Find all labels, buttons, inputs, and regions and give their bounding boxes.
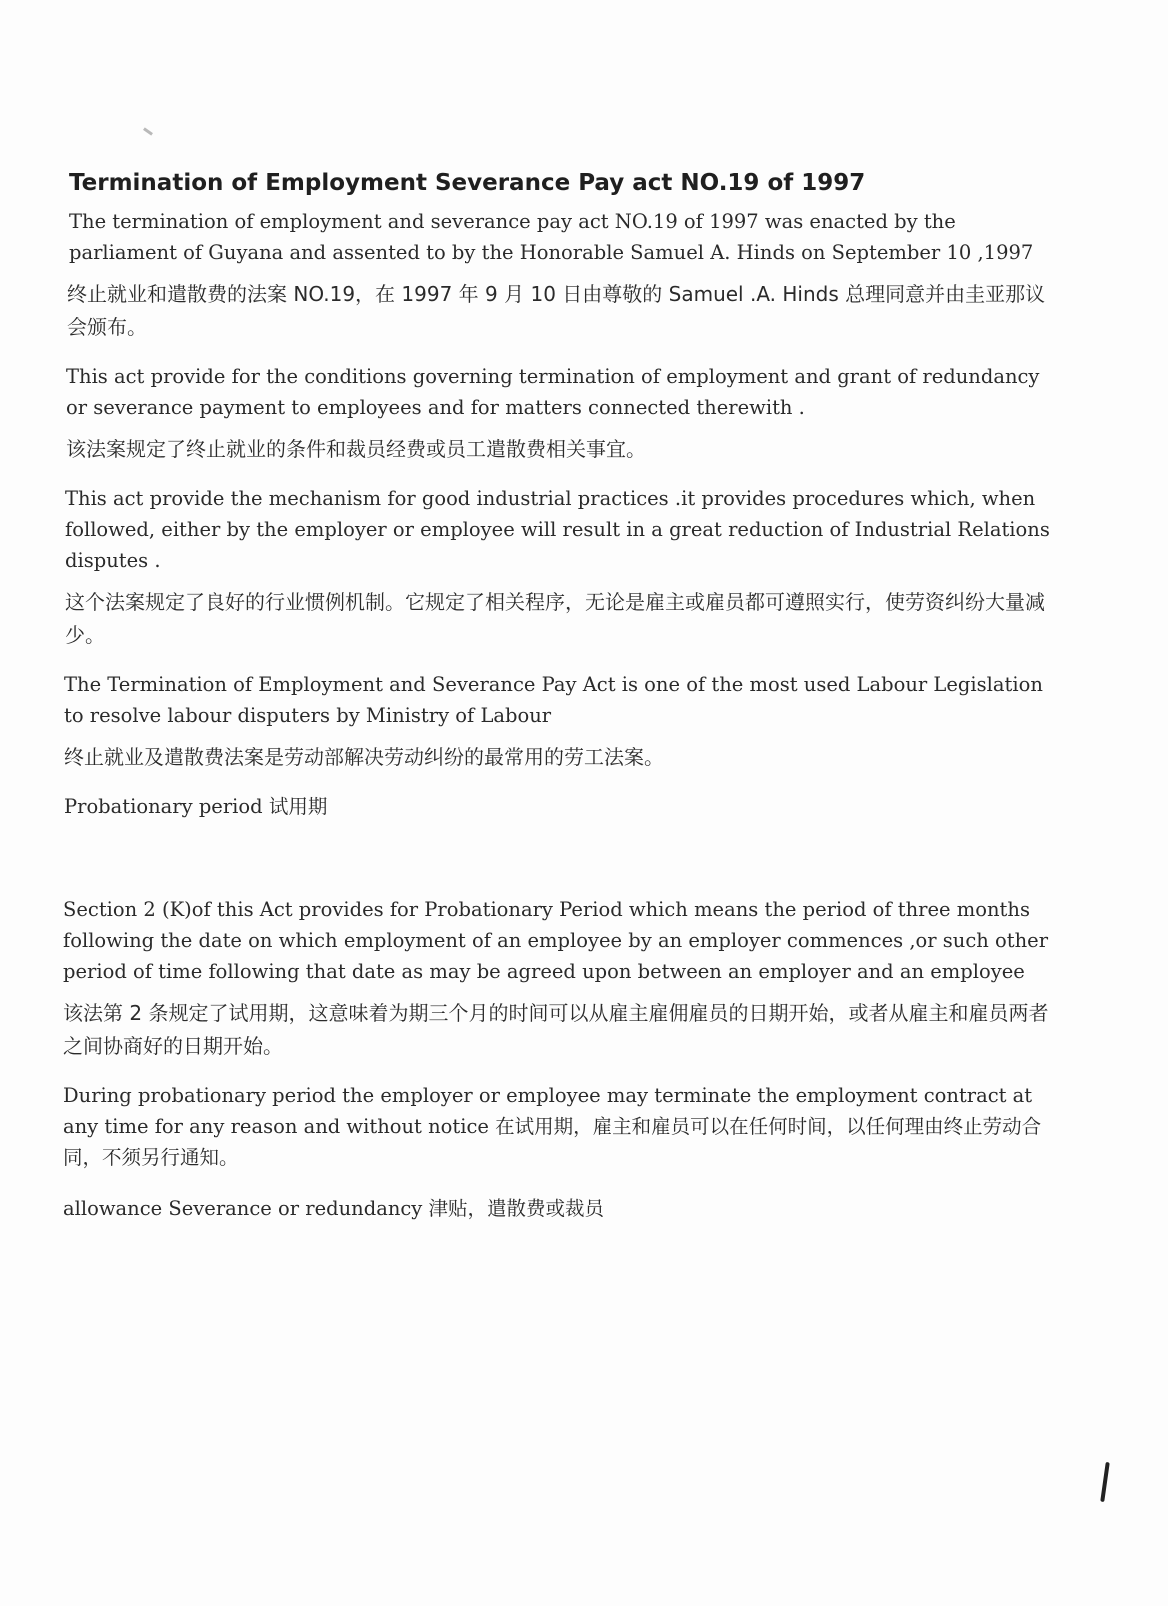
document-title: Termination of Employment Severance Pay act NO.19 of 1997 — [69, 170, 866, 196]
paragraph-probation-termination: During probationary period the employer or employee may terminate the employment contract at any time for any reason and without notice 在试用期，雇主和雇员可以在任何时间，以任何理由终止劳动合同，不须另行通知。 — [63, 1084, 1042, 1169]
scan-speck — [143, 127, 153, 135]
paragraph-mechanism-en: This act provide the mechanism for good industrial practices .it provides procedures which, when followed, either by the employer or employee will result in a great reduction of Industrial Relations disputes . — [65, 487, 1050, 572]
paragraph-legislation-en: The Termination of Employment and Severance Pay Act is one of the most used Labour Legislation to resolve labour disputers by Ministry of Labour — [64, 673, 1043, 727]
page-number-mark — [1100, 1462, 1110, 1502]
heading-probationary-period: Probationary period 试用期 — [64, 795, 328, 818]
paragraph-section-2k-zh: 该法第 2 条规定了试用期，这意味着为期三个月的时间可以从雇主雇佣雇员的日期开始，或者从雇主和雇员两者之间协商好的日期开始。 — [63, 1001, 1049, 1058]
heading-allowance-severance: allowance Severance or redundancy 津贴，遣散费或裁员 — [63, 1197, 605, 1220]
paragraph-legislation-zh: 终止就业及遣散费法案是劳动部解决劳动纠纷的最常用的劳工法案。 — [64, 745, 664, 769]
paragraph-provisions-en: This act provide for the conditions governing termination of employment and grant of redundancy or severance payment to employees and for matters connected therewith . — [66, 365, 1040, 419]
paragraph-section-2k-en: Section 2 (K)of this Act provides for Probationary Period which means the period of three months following the date on which employment of an employee by an employer commences ,or such other period of time following that date as may be agreed upon between an employer and an employee — [63, 898, 1049, 983]
paragraph-provisions-zh: 该法案规定了终止就业的条件和裁员经费或员工遣散费相关事宜。 — [66, 437, 646, 461]
document-body — [63, 168, 1063, 1224]
paragraph-enactment-zh: 终止就业和遣散费的法案 NO.19，在 1997 年 9 月 10 日由尊敬的 Samuel .A. Hinds 总理同意并由圭亚那议会颁布。 — [67, 282, 1046, 339]
paragraph-enactment-en: The termination of employment and severance pay act NO.19 of 1997 was enacted by the parliament of Guyana and assented to by the Honorable Samuel A. Hinds on September 10 ,1997 — [69, 210, 1034, 264]
paragraph-mechanism-zh: 这个法案规定了良好的行业惯例机制。它规定了相关程序，无论是雇主或雇员都可遵照实行，使劳资纠纷大量减少。 — [65, 590, 1045, 647]
